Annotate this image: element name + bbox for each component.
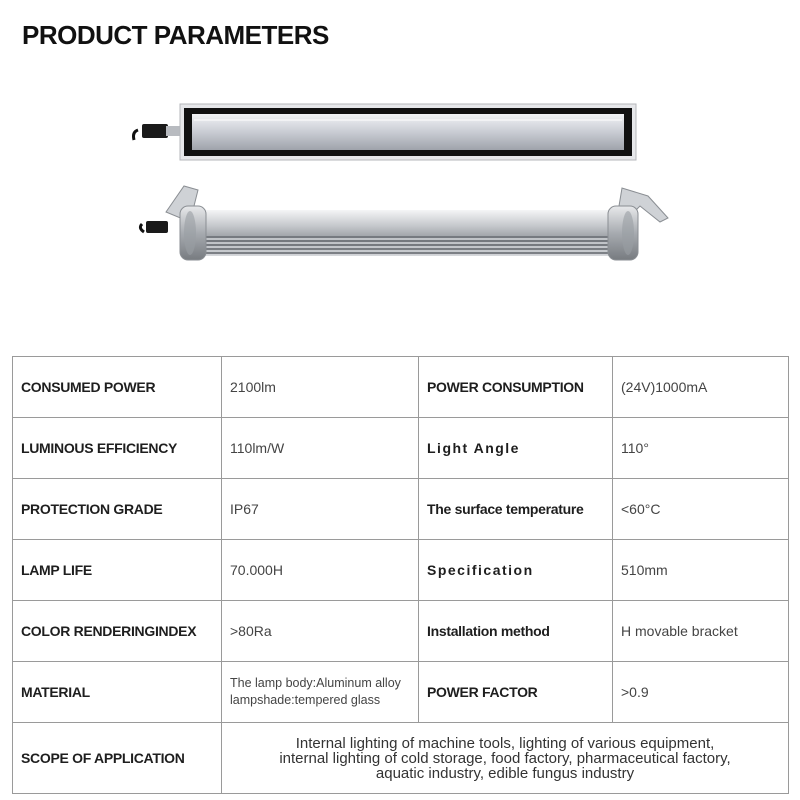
table-row bbox=[13, 479, 789, 540]
param-value bbox=[222, 662, 419, 723]
param-label: LUMINOUS EFFICIENCY bbox=[13, 418, 222, 479]
table-row bbox=[13, 601, 789, 662]
param-value: 510mm bbox=[613, 540, 789, 601]
param-label: MATERIAL bbox=[13, 662, 222, 723]
product-photo bbox=[0, 0, 800, 300]
param-value: <60°C bbox=[613, 479, 789, 540]
param-value: 70.000H bbox=[222, 540, 419, 601]
param-label: Light Angle bbox=[419, 418, 613, 479]
param-label: POWER CONSUMPTION bbox=[419, 357, 613, 418]
param-value: IP67 bbox=[222, 479, 419, 540]
param-label: LAMP LIFE bbox=[13, 540, 222, 601]
param-label: COLOR RENDERINGINDEX bbox=[13, 601, 222, 662]
material-line: The lamp body:Aluminum alloy bbox=[230, 676, 401, 690]
param-label: Installation method bbox=[419, 601, 613, 662]
scope-line: aquatic industry, edible fungus industry bbox=[375, 764, 635, 782]
parameters-table bbox=[12, 356, 789, 794]
table-row bbox=[13, 357, 789, 418]
param-value: 110lm/W bbox=[222, 418, 419, 479]
param-label: SCOPE OF APPLICATION bbox=[13, 723, 222, 794]
param-label: CONSUMED POWER bbox=[13, 357, 222, 418]
table-row bbox=[13, 540, 789, 601]
param-label: POWER FACTOR bbox=[419, 662, 613, 723]
material-line: lampshade:tempered glass bbox=[230, 693, 381, 707]
bottom-lamp-image bbox=[140, 186, 668, 260]
table-row bbox=[13, 723, 789, 794]
param-label: Specification bbox=[419, 540, 613, 601]
top-lamp-image bbox=[134, 104, 637, 160]
table-row bbox=[13, 418, 789, 479]
param-value: (24V)1000mA bbox=[613, 357, 789, 418]
param-value: H movable bracket bbox=[613, 601, 789, 662]
param-value: 110° bbox=[613, 418, 789, 479]
page-title: PRODUCT PARAMETERS bbox=[22, 20, 329, 50]
table-row bbox=[13, 662, 789, 723]
scope-line: Internal lighting of machine tools, lighting of various equipment, bbox=[295, 734, 715, 752]
scope-value bbox=[222, 723, 789, 794]
param-value: 2100lm bbox=[222, 357, 419, 418]
param-label: The surface temperature bbox=[419, 479, 613, 540]
param-value: >0.9 bbox=[613, 662, 789, 723]
param-label: PROTECTION GRADE bbox=[13, 479, 222, 540]
scope-line: internal lighting of cold storage, food factory, pharmaceutical factory, bbox=[279, 749, 731, 767]
param-value: >80Ra bbox=[222, 601, 419, 662]
